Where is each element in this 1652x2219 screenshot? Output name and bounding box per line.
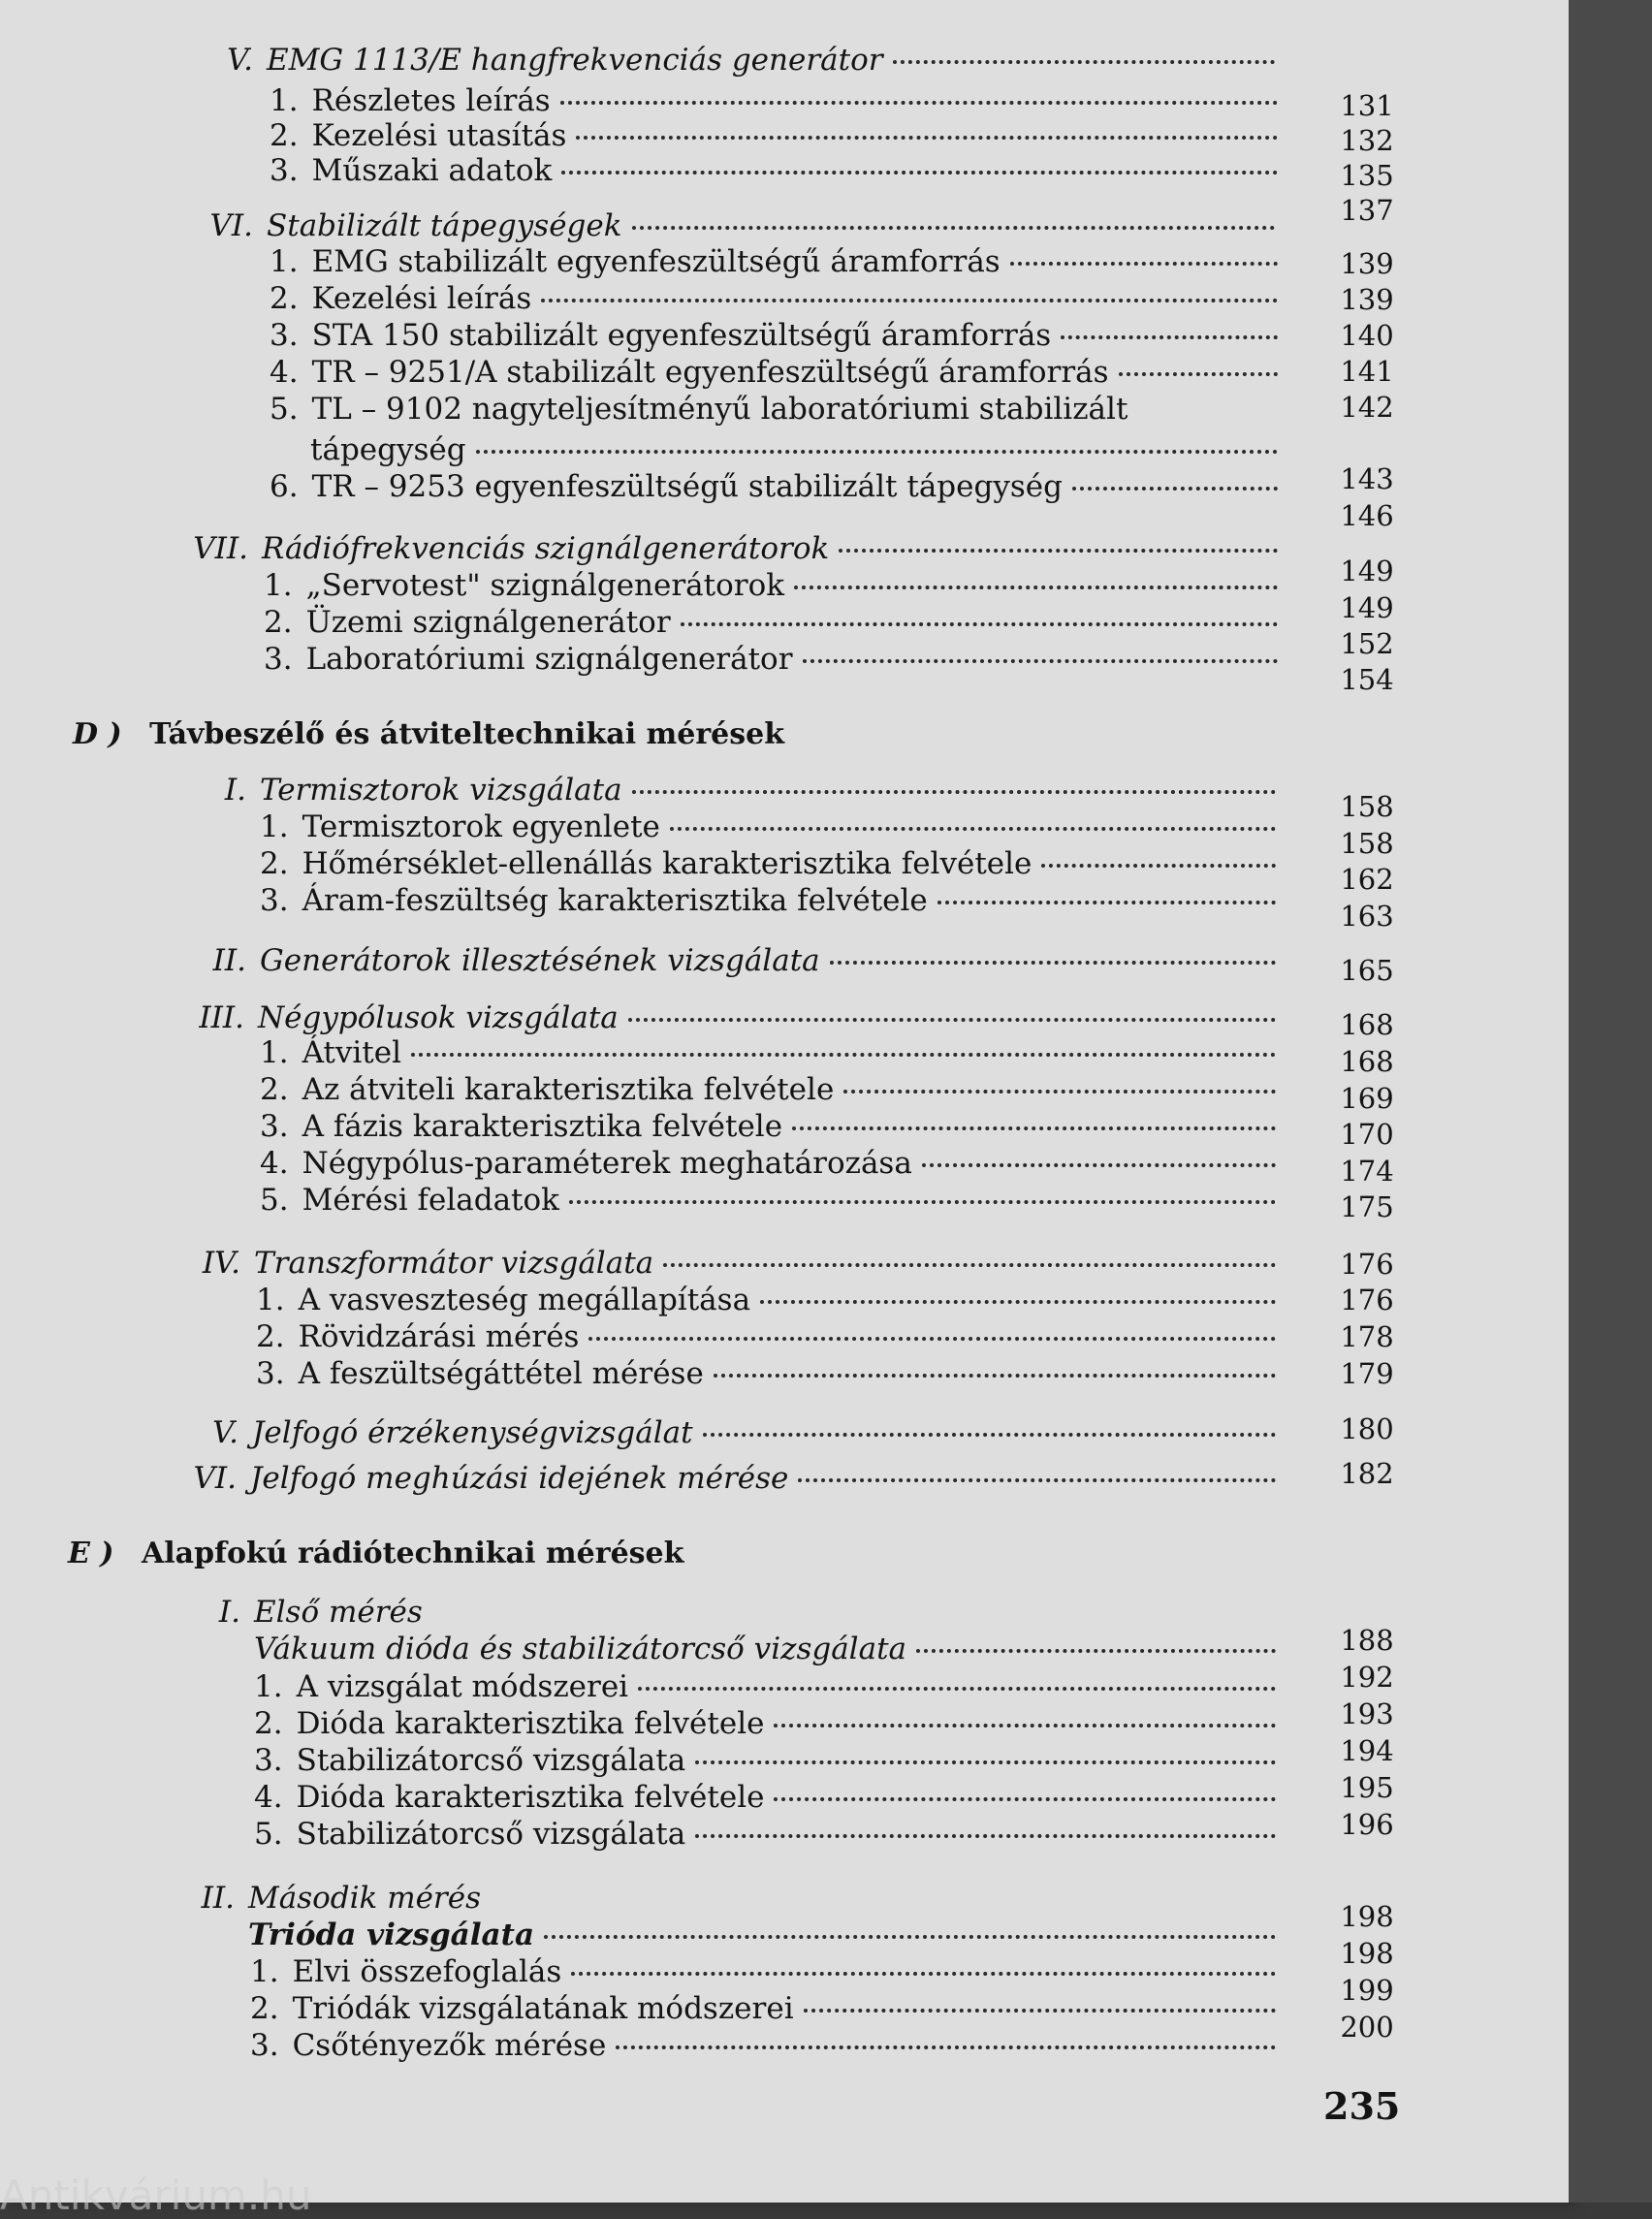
section-title: Távbeszélő és átviteltechnikai mérések bbox=[149, 717, 785, 751]
page-ref: 194 bbox=[1340, 1734, 1394, 1767]
roman-numeral: VII. bbox=[193, 531, 248, 566]
entry-title: A feszültségáttétel mérése bbox=[298, 1356, 704, 1391]
roman-numeral: III. bbox=[199, 1000, 244, 1035]
page-ref: 142 bbox=[1340, 391, 1394, 424]
entry-title: Részletes leírás bbox=[311, 83, 551, 118]
section-heading-E bbox=[68, 1537, 683, 1571]
toc-entry[interactable] bbox=[260, 809, 1286, 844]
dot-leader bbox=[1072, 487, 1278, 491]
page-ref: 196 bbox=[1340, 1808, 1394, 1841]
toc-entry[interactable] bbox=[260, 1183, 1286, 1218]
dot-leader bbox=[937, 901, 1276, 904]
entry-number: 2. bbox=[250, 1991, 279, 2026]
page-ref: 149 bbox=[1340, 591, 1394, 624]
page-ref: 135 bbox=[1340, 159, 1394, 192]
entry-title: Elvi összefoglalás bbox=[292, 1954, 562, 1989]
toc-entry[interactable] bbox=[254, 1817, 1286, 1852]
dot-leader bbox=[839, 549, 1278, 553]
dot-leader bbox=[804, 2009, 1276, 2013]
dot-leader bbox=[774, 1724, 1276, 1728]
toc-entry[interactable] bbox=[260, 846, 1286, 881]
toc-chapter-subtitle[interactable] bbox=[254, 1632, 1286, 1666]
toc-entry[interactable] bbox=[270, 318, 1287, 353]
chapter-title: Jelfogó meghúzási idejének mérése bbox=[250, 1461, 789, 1496]
toc-entry[interactable] bbox=[270, 281, 1287, 316]
dot-leader bbox=[576, 136, 1278, 140]
entry-title: A fázis karakterisztika felvétele bbox=[302, 1109, 783, 1144]
entry-title: Átvitel bbox=[302, 1035, 402, 1070]
chapter-title: Jelfogó érzékenységvizsgálat bbox=[252, 1415, 693, 1450]
toc-entry[interactable] bbox=[260, 1072, 1286, 1107]
entry-number: 1. bbox=[260, 809, 289, 844]
dot-leader bbox=[893, 60, 1275, 64]
page-number: 235 bbox=[1323, 2084, 1401, 2128]
entry-title: Műszaki adatok bbox=[311, 153, 553, 188]
page-ref: 162 bbox=[1340, 863, 1394, 896]
roman-numeral: V. bbox=[227, 43, 253, 78]
dot-leader bbox=[588, 1337, 1276, 1341]
page-ref: 154 bbox=[1340, 663, 1394, 696]
chapter-title: Transzformátor vizsgálata bbox=[254, 1246, 654, 1281]
toc-entry[interactable] bbox=[264, 605, 1287, 640]
toc-chapter-D-II[interactable] bbox=[212, 943, 1286, 978]
dot-leader bbox=[632, 226, 1275, 230]
page-ref: 193 bbox=[1340, 1697, 1394, 1730]
page-ref: 170 bbox=[1340, 1118, 1394, 1151]
toc-chapter-E-II[interactable] bbox=[201, 1881, 1286, 1916]
toc-entry[interactable] bbox=[260, 1109, 1286, 1144]
page-ref: 139 bbox=[1340, 247, 1394, 280]
entry-number: 1. bbox=[250, 1954, 279, 1989]
entry-number: 6. bbox=[270, 469, 299, 504]
entry-title: Csőtényezők mérése bbox=[292, 2028, 607, 2063]
entry-title: Stabilizátorcső vizsgálata bbox=[296, 1817, 686, 1852]
dot-leader bbox=[695, 1760, 1276, 1764]
page-ref: 188 bbox=[1340, 1624, 1394, 1657]
page-ref: 146 bbox=[1340, 499, 1394, 532]
toc-entry[interactable] bbox=[260, 1146, 1286, 1181]
entry-number: 3. bbox=[270, 153, 299, 188]
dot-leader bbox=[476, 450, 1278, 454]
page-ref: 158 bbox=[1340, 790, 1394, 823]
entry-number: 2. bbox=[270, 118, 299, 153]
entry-number: 2. bbox=[254, 1706, 283, 1741]
toc-entry[interactable] bbox=[254, 1743, 1286, 1778]
entry-number: 2. bbox=[260, 1072, 289, 1107]
page-ref: 176 bbox=[1340, 1248, 1394, 1281]
entry-title: „Servotest" szignálgenerátorok bbox=[305, 568, 785, 603]
toc-entry[interactable] bbox=[270, 83, 1287, 118]
toc-entry[interactable] bbox=[250, 1954, 1286, 1989]
entry-title: Kezelési leírás bbox=[311, 281, 532, 316]
entry-number: 1. bbox=[254, 1669, 283, 1704]
dot-leader bbox=[843, 1090, 1276, 1094]
dot-leader bbox=[1061, 335, 1278, 339]
chapter-title: EMG 1113/E hangfrekvenciás generátor bbox=[267, 43, 883, 78]
dot-leader bbox=[541, 299, 1278, 302]
toc-entry[interactable] bbox=[264, 568, 1287, 603]
page-ref: 152 bbox=[1340, 627, 1394, 660]
chapter-title: Termisztorok vizsgálata bbox=[260, 773, 622, 808]
toc-entry[interactable] bbox=[256, 1319, 1286, 1354]
page-ref: 198 bbox=[1340, 1900, 1394, 1933]
dot-leader bbox=[714, 1374, 1276, 1378]
page-ref: 132 bbox=[1340, 124, 1394, 157]
chapter-title: Rádiófrekvenciás szignálgenerátorok bbox=[262, 531, 830, 566]
toc-entry[interactable] bbox=[250, 2028, 1286, 2063]
toc-chapter-D-VI[interactable] bbox=[193, 1461, 1286, 1496]
chapter-title: Második mérés bbox=[248, 1881, 482, 1916]
toc-entry-continuation[interactable] bbox=[310, 432, 1287, 467]
entry-title: Négypólus-paraméterek meghatározása bbox=[302, 1146, 912, 1181]
entry-number: 3. bbox=[250, 2028, 279, 2063]
roman-numeral: II. bbox=[201, 1881, 235, 1916]
entry-title: TL – 9102 nagyteljesítményű laboratóriumi stabilizált bbox=[311, 392, 1128, 427]
entry-title: A vasveszteség megállapítása bbox=[298, 1283, 751, 1317]
page-edge-shadow bbox=[1569, 0, 1652, 2203]
page-ref: 169 bbox=[1340, 1082, 1394, 1115]
entry-title: Az átviteli karakterisztika felvétele bbox=[302, 1072, 835, 1107]
toc-entry[interactable] bbox=[270, 244, 1287, 279]
toc-entry[interactable] bbox=[270, 355, 1287, 390]
dot-leader bbox=[774, 1797, 1276, 1801]
dot-leader bbox=[681, 622, 1278, 626]
watermark: Antikvárium.hu bbox=[0, 2171, 312, 2219]
page-ref: 200 bbox=[1340, 2011, 1394, 2044]
entry-number: 2. bbox=[264, 605, 293, 640]
entry-title: Rövidzárási mérés bbox=[298, 1319, 580, 1354]
entry-title: TR – 9253 egyenfeszültségű stabilizált tápegység bbox=[311, 469, 1063, 504]
dot-leader bbox=[792, 1126, 1276, 1130]
chapter-title: Négypólusok vizsgálata bbox=[258, 1000, 619, 1035]
entry-number: 2. bbox=[270, 281, 299, 316]
roman-numeral: I. bbox=[224, 773, 246, 808]
roman-numeral: VI. bbox=[193, 1461, 237, 1496]
entry-title: Áram-feszültség karakterisztika felvétele bbox=[302, 883, 928, 918]
dot-leader bbox=[569, 1200, 1276, 1204]
dot-leader bbox=[1119, 372, 1278, 376]
page-ref: 137 bbox=[1340, 194, 1394, 227]
page-ref: 182 bbox=[1340, 1457, 1394, 1490]
entry-number: 3. bbox=[254, 1743, 283, 1778]
dot-leader bbox=[1041, 864, 1276, 868]
page-ref: 141 bbox=[1340, 355, 1394, 388]
entry-title: Laboratóriumi szignálgenerátor bbox=[305, 642, 793, 677]
entry-title: Üzemi szignálgenerátor bbox=[305, 605, 671, 640]
toc-chapter-D-IV[interactable] bbox=[202, 1246, 1286, 1281]
toc-entry[interactable] bbox=[270, 153, 1287, 188]
section-letter: E ) bbox=[68, 1537, 114, 1570]
section-heading-D bbox=[73, 717, 784, 752]
roman-numeral: VI. bbox=[209, 208, 253, 243]
entry-title: Dióda karakterisztika felvétele bbox=[296, 1706, 765, 1741]
dot-leader bbox=[638, 1687, 1276, 1691]
entry-number: 3. bbox=[270, 318, 299, 353]
dot-leader bbox=[1010, 262, 1278, 266]
entry-title: TR – 9251/A stabilizált egyenfeszültségű áramforrás bbox=[311, 355, 1109, 390]
entry-title: Hőmérséklet-ellenállás karakterisztika felvétele bbox=[302, 846, 1032, 881]
dot-leader bbox=[695, 1834, 1276, 1838]
entry-title-cont: tápegység bbox=[310, 432, 466, 467]
dot-leader bbox=[703, 1433, 1276, 1437]
toc-entry[interactable] bbox=[256, 1283, 1286, 1317]
chapter-title: Első mérés bbox=[254, 1595, 423, 1630]
entry-title: Triódák vizsgálatának módszerei bbox=[292, 1991, 794, 2026]
page-ref: 158 bbox=[1340, 827, 1394, 860]
roman-numeral: II. bbox=[212, 943, 246, 978]
entry-number: 1. bbox=[260, 1035, 289, 1070]
dot-leader bbox=[628, 1018, 1276, 1022]
chapter-subtitle: Trióda vizsgálata bbox=[248, 1918, 535, 1952]
entry-title: EMG stabilizált egyenfeszültségű áramforrás bbox=[311, 244, 1001, 279]
toc-chapter-D-I[interactable] bbox=[224, 773, 1286, 808]
roman-numeral: I. bbox=[218, 1595, 240, 1630]
page-ref: 165 bbox=[1340, 954, 1394, 987]
entry-number: 1. bbox=[270, 83, 299, 118]
dot-leader bbox=[798, 1478, 1276, 1482]
dot-leader bbox=[561, 171, 1278, 174]
page-ref: 149 bbox=[1340, 555, 1394, 587]
page-ref: 199 bbox=[1340, 1974, 1394, 2007]
entry-number: 3. bbox=[260, 1109, 289, 1144]
entry-number: 4. bbox=[270, 355, 299, 390]
toc-chapter-subtitle[interactable] bbox=[248, 1918, 1286, 1952]
dot-leader bbox=[803, 659, 1278, 663]
toc-entry[interactable] bbox=[254, 1706, 1286, 1741]
entry-title: Termisztorok egyenlete bbox=[302, 809, 660, 844]
toc-entry[interactable] bbox=[254, 1669, 1286, 1704]
page-ref: 163 bbox=[1340, 900, 1394, 933]
page-ref: 179 bbox=[1340, 1357, 1394, 1390]
page-ref: 192 bbox=[1340, 1661, 1394, 1694]
entry-title: Kezelési utasítás bbox=[311, 118, 567, 153]
page-ref: 140 bbox=[1340, 319, 1394, 352]
dot-leader bbox=[616, 2045, 1276, 2049]
entry-number: 1. bbox=[270, 244, 299, 279]
page-ref: 139 bbox=[1340, 283, 1394, 316]
toc-chapter-C-VII[interactable] bbox=[193, 531, 1287, 566]
dot-leader bbox=[544, 1935, 1276, 1939]
chapter-title: Generátorok illesztésének vizsgálata bbox=[260, 943, 820, 978]
entry-number: 3. bbox=[256, 1356, 285, 1391]
entry-number: 4. bbox=[254, 1780, 283, 1815]
entry-title: Mérési feladatok bbox=[302, 1183, 559, 1218]
roman-numeral: IV. bbox=[202, 1246, 240, 1281]
entry-number: 1. bbox=[264, 568, 293, 603]
roman-numeral: V. bbox=[212, 1415, 238, 1450]
entry-number: 3. bbox=[260, 883, 289, 918]
section-title: Alapfokú rádiótechnikai mérések bbox=[141, 1537, 684, 1570]
entry-number: 2. bbox=[256, 1319, 285, 1354]
toc-entry[interactable] bbox=[260, 883, 1286, 918]
page-ref: 131 bbox=[1340, 89, 1394, 122]
page-ref: 198 bbox=[1340, 1937, 1394, 1970]
dot-leader bbox=[830, 961, 1276, 965]
page-ref: 178 bbox=[1340, 1320, 1394, 1353]
entry-number: 4. bbox=[260, 1146, 289, 1181]
page-ref: 168 bbox=[1340, 1008, 1394, 1041]
toc-chapter-D-III[interactable] bbox=[199, 1000, 1286, 1035]
entry-number: 5. bbox=[254, 1817, 283, 1852]
dot-leader bbox=[670, 827, 1276, 831]
toc-entry[interactable] bbox=[260, 1035, 1286, 1070]
dot-leader bbox=[922, 1163, 1276, 1167]
toc-chapter-E-I[interactable] bbox=[218, 1595, 1286, 1630]
toc-chapter-C-V[interactable] bbox=[227, 43, 1285, 78]
toc-entry[interactable] bbox=[250, 1991, 1286, 2026]
chapter-title: Stabilizált tápegységek bbox=[267, 208, 622, 243]
toc-entry[interactable] bbox=[270, 392, 1287, 427]
dot-leader bbox=[411, 1053, 1276, 1057]
dot-leader bbox=[571, 1972, 1276, 1976]
page-ref: 176 bbox=[1340, 1284, 1394, 1316]
entry-number: 3. bbox=[264, 642, 293, 677]
entry-title: Stabilizátorcső vizsgálata bbox=[296, 1743, 686, 1778]
chapter-subtitle: Vákuum dióda és stabilizátorcső vizsgálata bbox=[254, 1632, 907, 1666]
toc-entry[interactable] bbox=[270, 118, 1287, 153]
dot-leader bbox=[560, 101, 1278, 105]
entry-title: STA 150 stabilizált egyenfeszültségű áramforrás bbox=[311, 318, 1052, 353]
toc-chapter-D-V[interactable] bbox=[212, 1415, 1286, 1450]
dot-leader bbox=[663, 1263, 1276, 1267]
page-ref: 168 bbox=[1340, 1045, 1394, 1078]
entry-number: 5. bbox=[270, 392, 299, 427]
dot-leader bbox=[760, 1300, 1276, 1304]
toc-entry[interactable] bbox=[270, 469, 1287, 504]
toc-entry[interactable] bbox=[256, 1356, 1286, 1391]
entry-number: 5. bbox=[260, 1183, 289, 1218]
toc-chapter-C-VI[interactable] bbox=[209, 208, 1285, 243]
dot-leader bbox=[794, 586, 1278, 589]
toc-entry[interactable] bbox=[264, 642, 1287, 677]
entry-number: 2. bbox=[260, 846, 289, 881]
section-letter: D ) bbox=[73, 717, 122, 751]
dot-leader bbox=[632, 790, 1276, 794]
dot-leader bbox=[916, 1649, 1276, 1653]
toc-entry[interactable] bbox=[254, 1780, 1286, 1815]
page-ref: 195 bbox=[1340, 1771, 1394, 1804]
page-ref: 174 bbox=[1340, 1155, 1394, 1188]
entry-title: Dióda karakterisztika felvétele bbox=[296, 1780, 765, 1815]
entry-number: 1. bbox=[256, 1283, 285, 1317]
page-ref: 143 bbox=[1340, 462, 1394, 495]
page-ref: 180 bbox=[1340, 1412, 1394, 1445]
entry-title: A vizsgálat módszerei bbox=[296, 1669, 629, 1704]
page-ref: 175 bbox=[1340, 1190, 1394, 1223]
